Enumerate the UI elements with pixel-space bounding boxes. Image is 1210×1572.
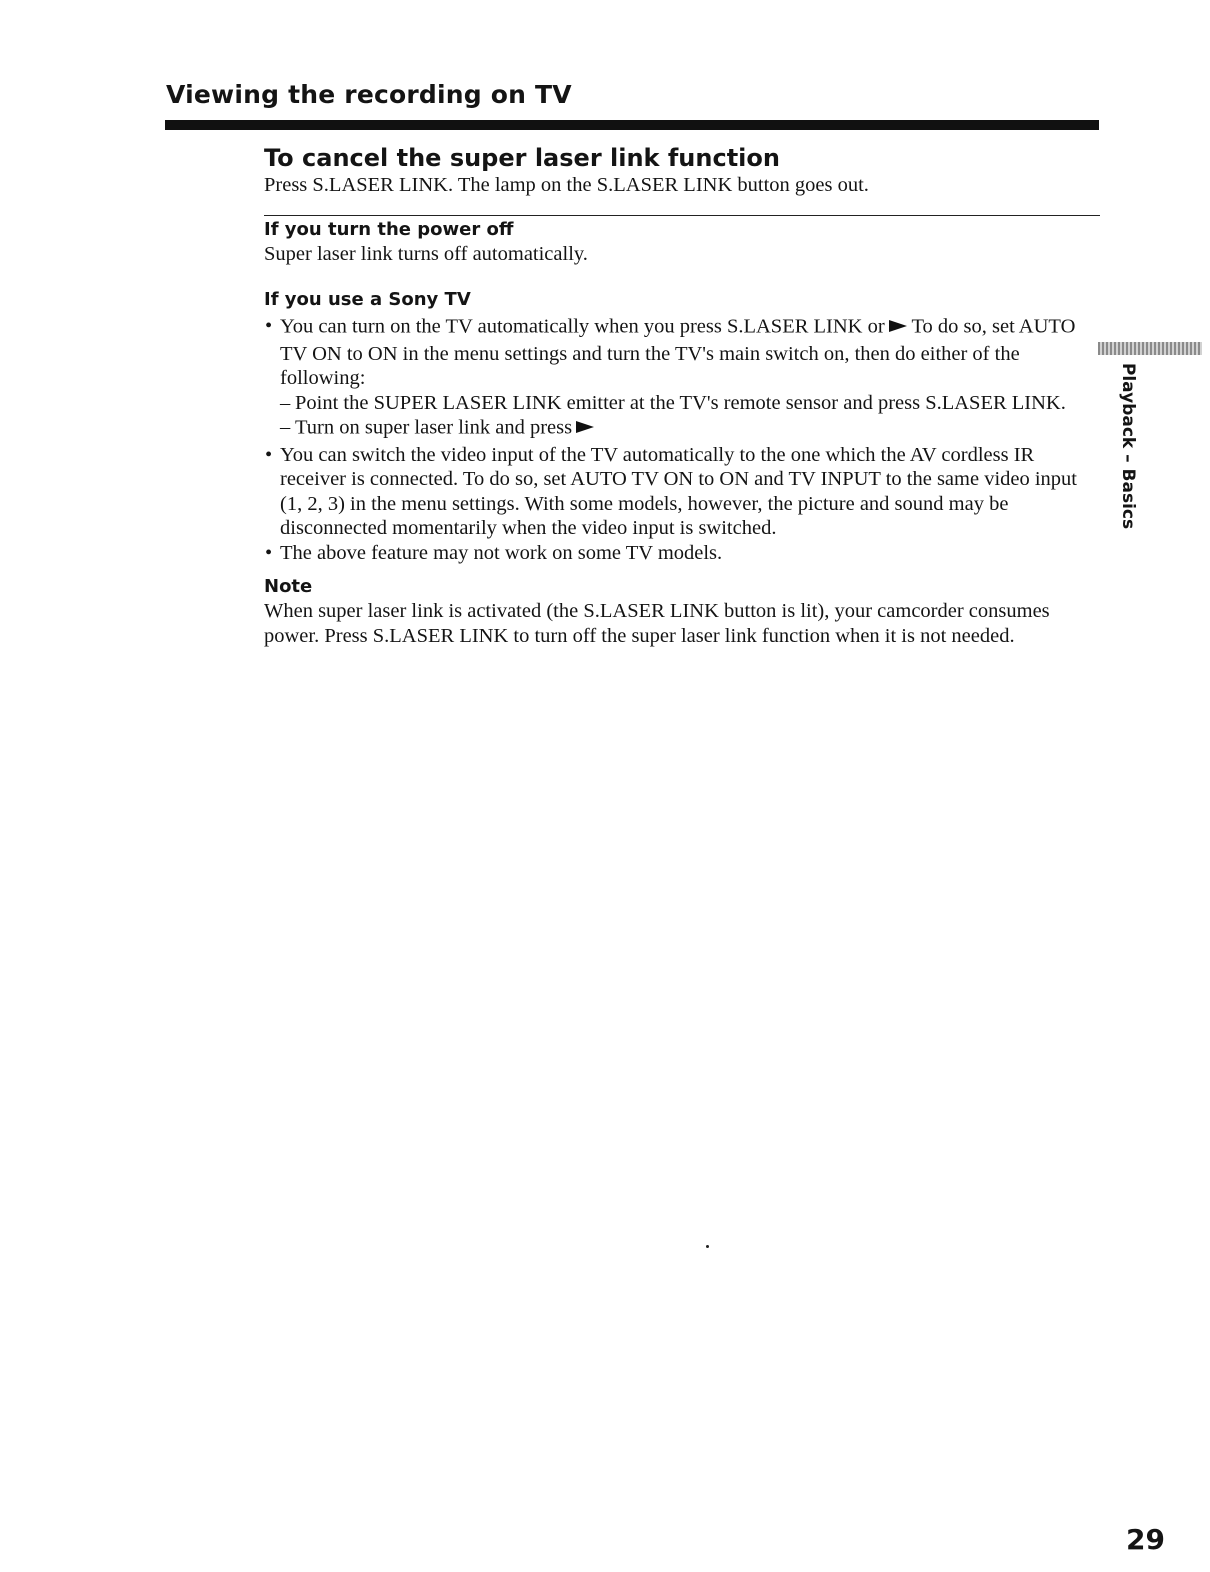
- note-heading: Note: [264, 576, 313, 597]
- play-icon: [576, 415, 594, 440]
- dash-text: Turn on super laser link and press: [295, 416, 573, 439]
- speck: [706, 1245, 709, 1248]
- page-number: 29: [1126, 1523, 1165, 1556]
- list-item: [264, 314, 1100, 391]
- list-item: [264, 415, 1100, 443]
- content: [264, 143, 1100, 648]
- bullet-text: You can turn on the TV automatically when you press S.LASER LINK or: [280, 315, 885, 338]
- title-rule: [165, 120, 1099, 130]
- page-title: Viewing the recording on TV: [166, 80, 572, 109]
- list-item: • You can switch the video input of the TV automatically to the one which the AV cordless IR receiver is connected. To do so, set AUTO TV ON to ON and TV INPUT to the same video input (1, 2, 3) in the menu settings. With some models, however, the picture and sound may be disconnected momentarily when the video input is switched.: [264, 443, 1100, 541]
- section-divider: [264, 215, 1100, 216]
- sony-tv-list: [264, 314, 1100, 565]
- list-item: • The above feature may not work on some TV models.: [264, 541, 1100, 566]
- power-off-text: Super laser link turns off automatically.: [264, 242, 588, 265]
- cancel-text: Press S.LASER LINK. The lamp on the S.LASER LINK button goes out.: [264, 174, 869, 196]
- list-item: – Point the SUPER LASER LINK emitter at the TV's remote sensor and press S.LASER LINK.: [264, 391, 1100, 416]
- power-off-heading: If you turn the power off: [264, 218, 514, 240]
- play-icon: [889, 314, 907, 339]
- bullet-continuation: To do so, set AUTO TV ON to ON in the menu settings and turn the TV's main switch on, then do either of the following:: [280, 315, 1076, 389]
- sony-tv-heading: If you use a Sony TV: [264, 289, 471, 310]
- side-tab-label: Playback – Basics: [1118, 362, 1138, 530]
- side-tab-bar: [1098, 342, 1202, 355]
- cancel-heading: To cancel the super laser link function: [264, 144, 780, 172]
- note-text: When super laser link is activated (the S.LASER LINK button is lit), your camcorder consumes power. Press S.LASER LINK to turn off the super laser link function when it is not needed.: [264, 600, 1050, 647]
